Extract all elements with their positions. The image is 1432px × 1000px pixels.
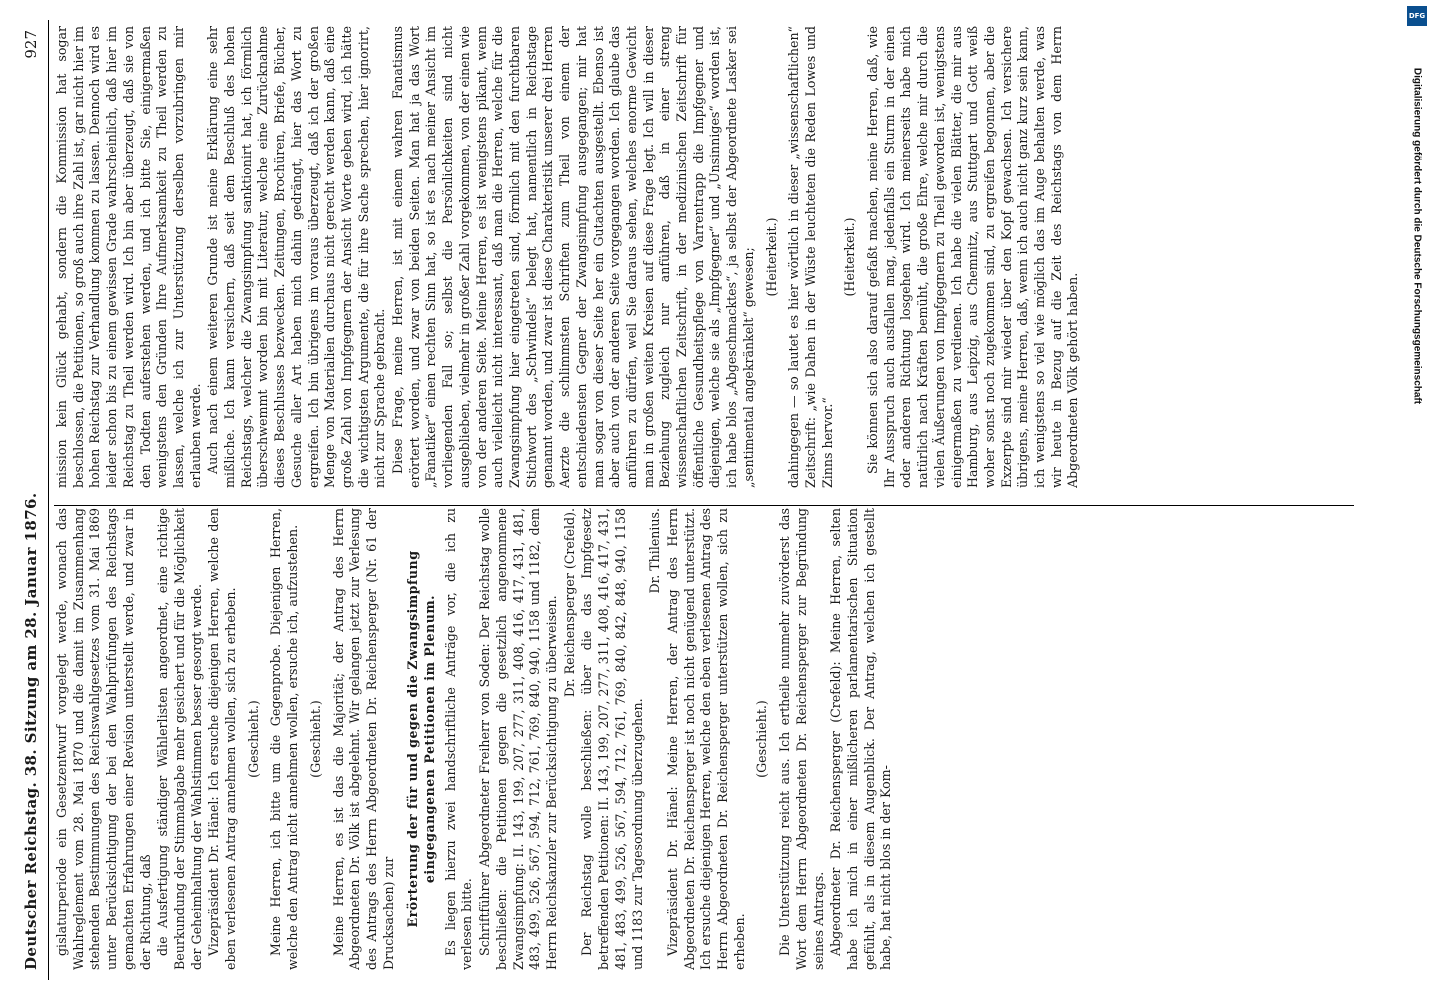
signature: Dr. Thilenius. <box>647 508 663 594</box>
paragraph: Schriftführer Abgeordneter Freiherr von Soden: Der Reichstag wolle beschließen: die Petitionen gegen die gesetzlich angenommene Zwangsimpfung: II. 143, 199, 207, 277, 311, 408, 416, 417, 431, 481, 483, 499, 526, 567, 594, 712, 761, 769, 840, 940, 1158 und 1182, dem Herrn Reichskanzler zur Berücksichtigung zu überweisen. <box>477 508 559 970</box>
paragraph: Abgeordneter Dr. Reichensperger (Crefeld): Meine Herren, selten habe ich mich in einer mißlicheren parlamentarischen Situation gefühlt, als in diesem Augenblick. Der Antrag, welchen ich gestellt habe, hat nicht blos in der Kom- <box>828 508 894 970</box>
dfg-logo-icon: DFG <box>1407 6 1427 26</box>
paragraph: Es liegen hierzu zwei handschriftliche Anträge vor, die ich zu verlesen bitte. <box>442 508 475 970</box>
paragraph: dahingegen — so lautet es hier wörtlich in dieser „wissenschaftlichen“ Zeitschrift: „wie Dahen in der Wüste leuchteten die Reden Lowes und Zinns hervor.“ <box>786 26 835 488</box>
paragraph: Meine Herren, es ist das die Majorität; der Antrag des Herrn Abgeordneten Dr. Völk ist abgelehnt. Wir gelangen jetzt zur Verlesung des Antrags des Herrn Abgeordneten Dr. Reichensperger (Nr. 61 der Drucksachen) zur <box>330 508 396 970</box>
stage-direction: (Heiterkeit.) <box>763 217 779 297</box>
paragraph: Die Unterstützung reicht aus. Ich ertheile nunmehr zuvörderst das Wort dem Herrn Abgeordneten Dr. Reichensperger zur Begründung seines Antrags. <box>777 508 826 970</box>
paragraph: die Ausfertigung ständiger Wählerlisten angeordnet, eine richtige Beurkundung der Stimmabgabe mehr gesichert und für die Möglichkeit der Geheimhaltung der Wahlstimmen besser gesorgt werde. <box>155 508 204 970</box>
section-heading: Erörterung der für und gegen die Zwangsimpfung eingegangenen Petitionen im Plenum. <box>405 550 438 928</box>
paragraph: Meine Herren, ich bitte um die Gegenprobe. Diejenigen Herren, welche den Antrag nicht annehmen wollen, ersuche ich, aufzustehen. <box>268 508 301 970</box>
column-divider <box>54 505 1354 506</box>
right-column <box>54 26 1394 488</box>
digitization-note: Digitalisierung gefördert durch die Deutsche Forschungsgemeinschaft <box>1411 67 1423 405</box>
header-title: Deutscher Reichstag. 38. Sitzung am 28. Januar 1876. <box>22 492 40 970</box>
header-rule <box>48 20 49 980</box>
paragraph: Auch nach einem weiteren Grunde ist meine Erklärung eine sehr mißliche. Ich kann versichern, daß seit dem Beschluß des hohen Reichstags, welcher die Zwangsimpfung sanktionirt hat, ich förmlich überschwemmt worden bin mit Literatur, welche eine Zurücknahme dieses Beschlusses bezwecken. Zeitungen, Brochüren, Briefe, Bücher, Gesuche aller Art haben mich dahin gedrängt, hier das Wort zu ergreifen. Ich bin übrigens im voraus überzeugt, daß ich der großen Menge von Materialien durchaus nicht gerecht werden kann, daß eine große Zahl von Impfgegnern der Ansicht Worte geben wird, ich hätte die wichtigsten Argumente, die für ihre Sache sprechen, hier ignorirt, nicht zur Sprache gebracht. <box>205 26 388 488</box>
stage-direction: (Geschieht.) <box>245 700 261 778</box>
paragraph: mission kein Glück gehabt, sondern die Kommission hat sogar beschlossen, die Petitionen, so groß auch ihre Zahl ist, gar nicht hier im hohen Reichstag zur Verhandlung kommen zu lassen. Dennoch wird es leider schon bis zu einem gewissen Grade wahrscheinlich, daß hier im Reichstag zu Theil werden wird. Ich bin aber überzeugt, daß sie von den Todten auferstehen werden, und ich bitte Sie, einigermaßen wenigstens den Gründen Ihre Aufmerksamkeit zu Theil werden zu lassen, welche ich zur Unterstützung derselben vorzubringen mir erlauben werde. <box>54 26 203 488</box>
paragraph: Vizepräsident Dr. Hänel: Meine Herren, der Antrag des Herrn Abgeordneten Dr. Reichensperger ist noch nicht genügend unterstützt. Ich ersuche diejenigen Herren, welche den eben verlesenen Antrag des Herrn Abgeordneten Dr. Reichensperger unterstützen wollen, sich zu erheben. <box>664 508 747 970</box>
stage-direction: (Geschieht.) <box>307 700 323 778</box>
paragraph: gislaturperiode ein Gesetzentwurf vorgelegt werde, wonach das Wahlreglement vom 28. Mai 1870 und die damit im Zusammenhang stehenden Bestimmungen des Reichswahlgesetzes vom 31. Mai 1869 unter Berücksichtigung der bei den Wahlprüfungen des Reichstags gemachten Erfahrungen einer Revision unterstellt werde, und zwar in der Richtung, daß <box>54 508 153 970</box>
paragraph: Sie können sich also darauf gefaßt machen, meine Herren, daß, wie Ihr Ausspruch auch ausfallen mag, jedenfalls ein Sturm in der einen oder anderen Richtung losgehen wird. Ich meinerseits habe mich natürlich nach Kräften bemüht, die große Ehre, welche mir durch die vielen Äußerungen von Impfgegnern zu Theil geworden ist, wenigstens einigermaßen zu verdienen. Ich habe die vielen Blätter, die mir aus Hamburg, aus Leipzig, aus Chemnitz, aus Stuttgart und Gott weiß woher sonst noch zugekommen sind, zu ergreifen begonnen, aber die Exzerpte sind mir wieder über den Kopf gewachsen. Ich versichere übrigens, meine Herren, daß, wenn ich auch nicht ganz kurz sein kann, ich wenigstens so viel wie möglich das im Auge behalten werde, was wir heute in Bezug auf die Zeit des Reichstags von dem Herrn Abgeordneten Völk gehört haben. <box>865 26 1081 488</box>
page-number: 927 <box>22 30 40 59</box>
paragraph: Vizepräsident Dr. Hänel: Ich ersuche diejenigen Herren, welche den eben verlesenen Antrag annehmen wollen, sich zu erheben. <box>206 508 239 970</box>
paragraph: Der Reichstag wolle beschließen: über die das Impfgesetz betreffenden Petitionen: II. 143, 199, 207, 277, 311, 408, 416, 417, 431, 481, 483, 499, 526, 567, 594, 712, 761, 769, 840, 842, 848, 940, 1158 und 1183 zur Tagesordnung überzugehen. <box>579 508 645 970</box>
left-column <box>54 508 1394 970</box>
stage-direction: (Heiterkeit.) <box>842 217 858 297</box>
signature: Dr. Reichensperger (Crefeld). <box>561 508 577 698</box>
page-header <box>22 30 46 970</box>
paragraph: Diese Frage, meine Herren, ist mit einem wahren Fanatismus erörtert worden, und zwar von beiden Seiten. Man hat ja das Wort „Fanatiker“ einen rechten Sinn hat, so ist es nach meiner Ansicht im vorliegenden Fall so; selbst die Persönlichkeiten sind nicht ausgeblieben, vielmehr in großer Zahl vorgekommen, von der einen wie von der anderen Seite. Meine Herren, es ist wenigstens pikant, wenn auch vielleicht nicht interessant, daß man die Herren, welche für die Zwangsimpfung hier eingetreten sind, förmlich mit den furchtbaren Stichwort des „Schwindels“ belegt hat, namentlich in Reichstage genannt worden, und zwar ist diese Charakteristik unserer drei Herren Aerzte die schlimmsten Schriften zum Theil von einem der entschiedensten Gegner der Zwangsimpfung ausgegangen; mir hat man sogar von dieser Seite her ein Gutachten ausgestellt. Ebenso ist aber auch von der anderen Seite vorgegangen worden. Ich glaube das anführen zu dürfen, weil Sie daraus sehen, welches enorme Gewicht man in großen weiten Kreisen auf diese Frage legt. Ich will in dieser Beziehung zugleich nur anführen, daß in einer streng wissenschaftlichen Zeitschrift, in der medizinischen Zeitschrift für öffentliche Gesundheitspflege von Varrentrapp die Impfgegner und diejenigen, welche sie als „Impfgegner“ und „Unsinniges“ worden ist, ich habe blos „Abgeschmacktes“, ja selbst der Abgeordnete Lasker sei „sentimental angekränkelt“ gewesen; <box>390 26 756 488</box>
dfg-sidebar <box>1407 6 1429 446</box>
stage-direction: (Geschieht.) <box>754 700 770 778</box>
